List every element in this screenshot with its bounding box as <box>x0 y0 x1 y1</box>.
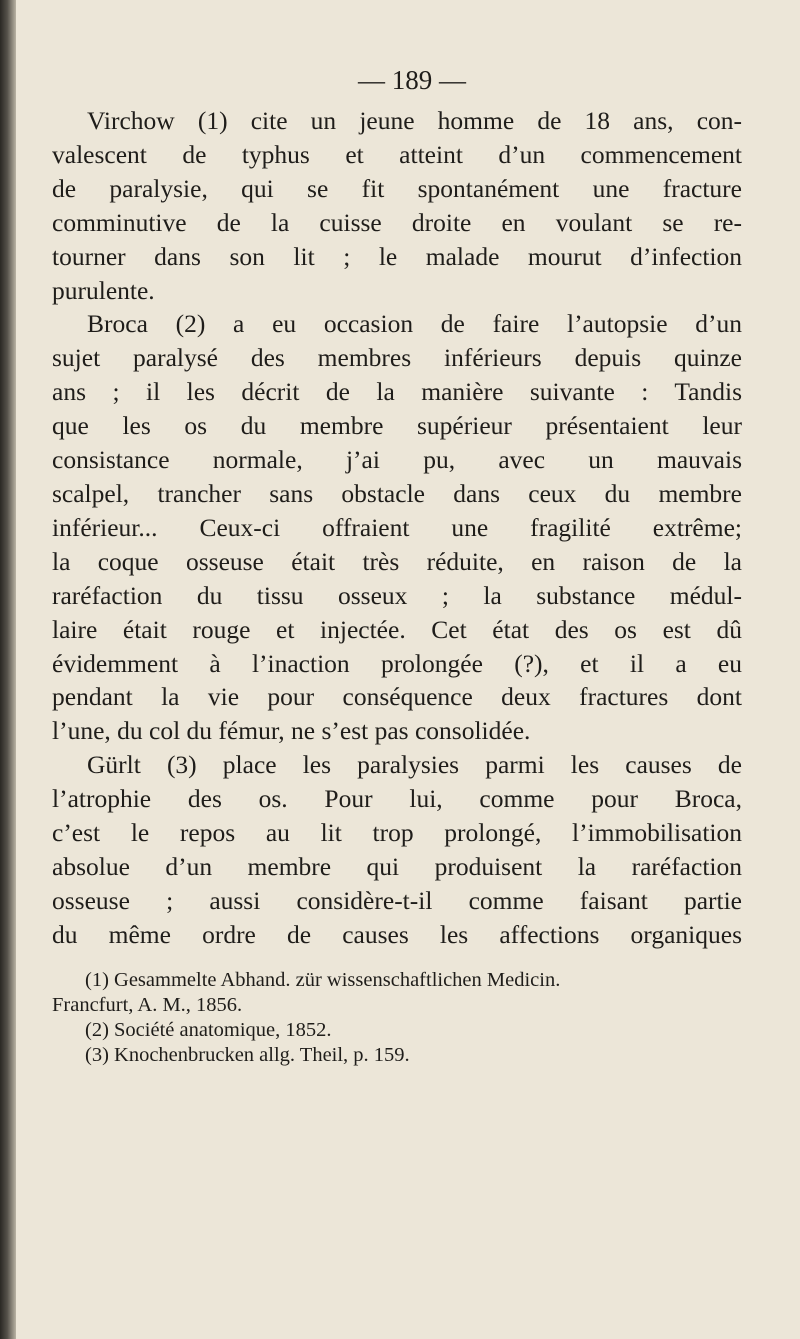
text-line: sujet paralysé des membres inférieurs depuis quinze <box>52 343 742 373</box>
footnote-2: (2) Société anatomique, 1852. <box>85 1018 332 1041</box>
text-line: l’une, du col du fémur, ne s’est pas consolidée. <box>52 716 531 746</box>
text-line: que les os du membre supérieur présentaient leur <box>52 411 742 441</box>
text-line: évidemment à l’inaction prolongée (?), et il a eu <box>52 648 742 678</box>
book-spine-shadow <box>0 0 16 1339</box>
footnote-1: (1) Gesammelte Abhand. zür wissenschaftlichen Medicin. <box>85 968 561 991</box>
text-line: Virchow (1) cite un jeune homme de 18 ans, con- <box>87 106 742 135</box>
text-line: inférieur... Ceux-ci offraient une fragilité extrême; <box>52 512 742 542</box>
text-line: l’atrophie des os. Pour lui, comme pour Broca, <box>52 784 742 814</box>
book-page <box>52 64 742 1068</box>
footnote-3: (3) Knochenbrucken allg. Theil, p. 159. <box>85 1043 410 1066</box>
text-line: consistance normale, j’ai pu, avec un mauvais <box>52 445 742 475</box>
text-line: scalpel, trancher sans obstacle dans ceux du membre <box>52 478 742 508</box>
text-line: tourner dans son lit ; le malade mourut d’infection <box>52 241 742 271</box>
text-line: de paralysie, qui se fit spontanément une fracture <box>52 173 742 203</box>
text-line: purulente. <box>52 275 155 305</box>
text-line: c’est le repos au lit trop prolongé, l’immobilisation <box>52 818 742 848</box>
page-number-header: — 189 — <box>358 65 466 95</box>
footnotes <box>52 968 742 1068</box>
paragraph-broca <box>52 307 742 748</box>
text-line: raréfaction du tissu osseux ; la substance médul- <box>52 580 742 610</box>
text-line: valescent de typhus et atteint d’un commencement <box>52 139 742 169</box>
paragraph-virchow <box>52 104 742 307</box>
text-line: pendant la vie pour conséquence deux fractures dont <box>52 682 742 712</box>
footnote-1-continued: Francfurt, A. M., 1856. <box>52 993 243 1016</box>
text-line: comminutive de la cuisse droite en voulant se re- <box>52 207 742 237</box>
text-line: du même ordre de causes les affections organiques <box>52 919 742 949</box>
text-line: ans ; il les décrit de la manière suivante : Tandis <box>52 377 742 407</box>
text-line: Broca (2) a eu occasion de faire l’autopsie d’un <box>87 309 742 339</box>
text-line: laire était rouge et injectée. Cet état des os est dû <box>52 614 742 644</box>
paragraph-gurlt <box>52 748 742 951</box>
body-text <box>52 104 742 952</box>
text-line: absolue d’un membre qui produisent la raréfaction <box>52 851 742 881</box>
text-line: la coque osseuse était très réduite, en raison de la <box>52 546 742 576</box>
text-line: Gürlt (3) place les paralysies parmi les causes de <box>87 750 742 780</box>
text-line: osseuse ; aussi considère-t-il comme faisant partie <box>52 885 742 915</box>
